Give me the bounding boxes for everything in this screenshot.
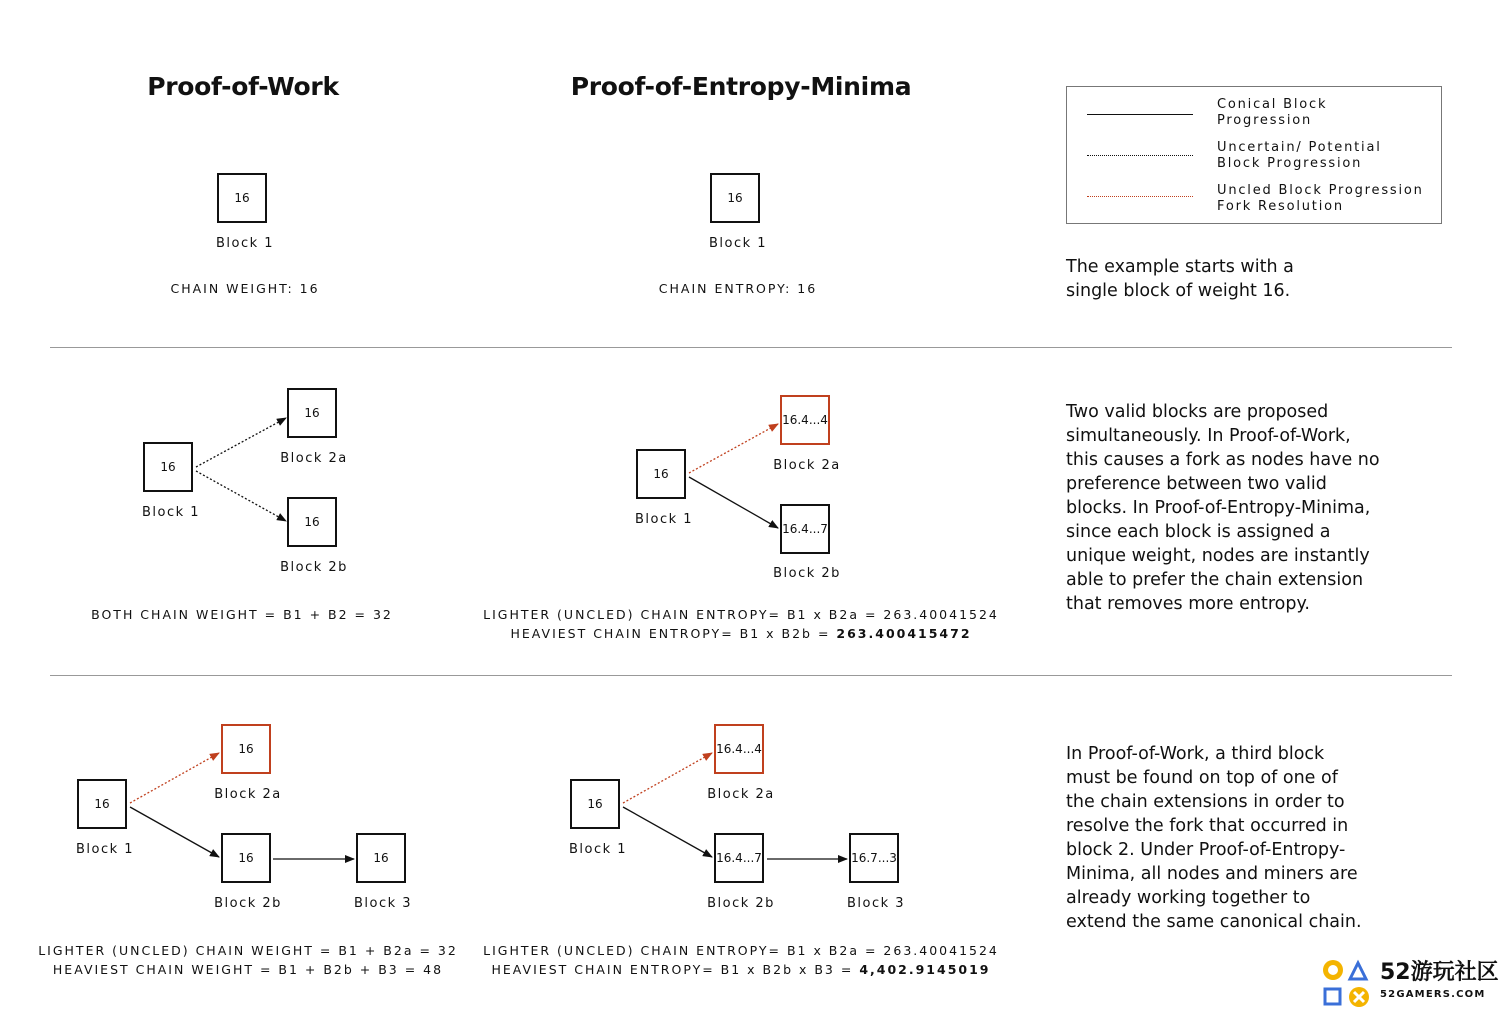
pow-r3-block2b-label: Block 2b xyxy=(214,896,282,911)
row2-desc-line: simultaneously. In Proof-of-Work, xyxy=(1066,426,1351,446)
legend-uncled-line2: Fork Resolution xyxy=(1217,199,1344,214)
poem-r2-heaviest-prefix: HEAVIEST CHAIN ENTROPY= B1 x B2b = xyxy=(510,626,837,641)
poem-r2-block2b: 16.4...7 xyxy=(780,504,830,554)
logo-square xyxy=(1325,989,1340,1004)
poem-r1-block1: 16 xyxy=(710,173,760,223)
poem-r3-block2a: 16.4...4 xyxy=(714,724,764,774)
pow-r3-block1: 16 xyxy=(77,779,127,829)
poem-r2-arrow-2b xyxy=(689,477,778,528)
row3-desc-line: block 2. Under Proof-of-Entropy- xyxy=(1066,840,1346,860)
row3-desc-line: the chain extensions in order to xyxy=(1066,792,1345,812)
legend-conical-line1: Conical Block xyxy=(1217,97,1328,112)
poem-r3-arrow-2a xyxy=(623,753,712,803)
row3-desc-line: Minima, all nodes and miners are xyxy=(1066,864,1358,884)
legend-uncertain-line2: Block Progression xyxy=(1217,156,1363,171)
poem-r2-heaviest-value: 263.400415472 xyxy=(836,626,972,641)
poem-r2-block2b-label: Block 2b xyxy=(773,566,841,581)
pow-r2-block1-label: Block 1 xyxy=(141,505,201,520)
row1-desc-line: single block of weight 16. xyxy=(1066,281,1291,301)
pow-r3-metric-heaviest: HEAVIEST CHAIN WEIGHT = B1 + B2b + B3 = 48 xyxy=(52,962,444,977)
pow-r3-arrow-2a xyxy=(130,753,219,803)
row2-description xyxy=(1066,400,1406,616)
pow-r2-block1: 16 xyxy=(143,442,193,492)
logo-icon xyxy=(1320,957,1378,1009)
poem-r2-block2a-label: Block 2a xyxy=(773,458,841,473)
poem-r3-arrow-2b xyxy=(623,807,712,857)
pow-r3-metric-lighter: LIGHTER (UNCLED) CHAIN WEIGHT = B1 + B2a = 32 xyxy=(38,943,458,958)
poem-r1-metric: CHAIN ENTROPY: 16 xyxy=(658,281,818,296)
poem-r3-block1-label: Block 1 xyxy=(568,842,628,857)
poem-r3-block3: 16.7...3 xyxy=(849,833,899,883)
poem-title: Proof-of-Entropy-Minima xyxy=(570,72,912,101)
logo-text: 52游玩社区 xyxy=(1380,960,1499,985)
logo-url: 52GAMERS.COM xyxy=(1380,989,1486,1000)
divider-1 xyxy=(50,347,1452,348)
row3-desc-line: already working together to xyxy=(1066,888,1311,908)
row3-desc-line: extend the same canonical chain. xyxy=(1066,912,1362,932)
pow-r2-metric: BOTH CHAIN WEIGHT = B1 + B2 = 32 xyxy=(91,607,393,622)
pow-r1-block1-label: Block 1 xyxy=(215,236,275,251)
pow-r1-block1: 16 xyxy=(217,173,267,223)
poem-r2-metric-lighter: LIGHTER (UNCLED) CHAIN ENTROPY= B1 x B2a = 263.40041524 xyxy=(483,607,999,622)
legend-uncled-line1: Uncled Block Progression xyxy=(1217,183,1424,198)
row2-desc-line: Two valid blocks are proposed xyxy=(1066,402,1329,422)
row2-desc-line: unique weight, nodes are instantly xyxy=(1066,546,1370,566)
row2-desc-line: blocks. In Proof-of-Entropy-Minima, xyxy=(1066,498,1371,518)
pow-title: Proof-of-Work xyxy=(147,72,339,101)
poem-r2-block2a: 16.4...4 xyxy=(780,395,830,445)
pow-r3-block1-label: Block 1 xyxy=(75,842,135,857)
row2-desc-line: this causes a fork as nodes have no xyxy=(1066,450,1380,470)
row3-desc-line: must be found on top of one of xyxy=(1066,768,1338,788)
poem-r1-block1-label: Block 1 xyxy=(708,236,768,251)
row1-description xyxy=(1066,255,1406,303)
pow-r2-arrow-2b xyxy=(196,471,286,521)
legend-conical-line2: Progression xyxy=(1217,113,1313,128)
pow-r3-block2a-label: Block 2a xyxy=(214,787,282,802)
row1-desc-line: The example starts with a xyxy=(1066,257,1294,277)
watermark-logo xyxy=(1320,955,1499,1010)
pow-r3-block2a: 16 xyxy=(221,724,271,774)
poem-r3-block1: 16 xyxy=(570,779,620,829)
poem-r3-heaviest-value: 4,402.9145019 xyxy=(859,962,991,977)
pow-r1-metric: CHAIN WEIGHT: 16 xyxy=(170,281,320,296)
poem-r2-arrow-2a xyxy=(689,424,778,473)
row2-desc-line: preference between two valid xyxy=(1066,474,1327,494)
poem-r3-block3-label: Block 3 xyxy=(846,896,906,911)
poem-r3-metric-heaviest xyxy=(492,962,991,977)
row3-desc-line: In Proof-of-Work, a third block xyxy=(1066,744,1325,764)
poem-r2-block1-label: Block 1 xyxy=(634,512,694,527)
pow-r2-block2b-label: Block 2b xyxy=(280,560,348,575)
pow-r2-arrow-2a xyxy=(196,418,286,467)
row2-desc-line: able to prefer the chain extension xyxy=(1066,570,1364,590)
logo-triangle xyxy=(1350,963,1366,979)
pow-r2-block2a: 16 xyxy=(287,388,337,438)
poem-r2-block1: 16 xyxy=(636,449,686,499)
poem-r3-metric-lighter: LIGHTER (UNCLED) CHAIN ENTROPY= B1 x B2a = 263.40041524 xyxy=(483,943,999,958)
poem-r3-block2b-label: Block 2b xyxy=(707,896,775,911)
legend-uncertain-line1: Uncertain/ Potential xyxy=(1217,140,1382,155)
row2-desc-line: that removes more entropy. xyxy=(1066,594,1310,614)
poem-r3-block2b: 16.4...7 xyxy=(714,833,764,883)
poem-r3-heaviest-prefix: HEAVIEST CHAIN ENTROPY= B1 x B2b x B3 = xyxy=(491,962,860,977)
row3-desc-line: resolve the fork that occurred in xyxy=(1066,816,1349,836)
row2-desc-line: since each block is assigned a xyxy=(1066,522,1331,542)
pow-r3-arrow-2b xyxy=(130,807,219,857)
row3-description xyxy=(1066,742,1406,934)
poem-r3-block2a-label: Block 2a xyxy=(707,787,775,802)
pow-r2-block2b: 16 xyxy=(287,497,337,547)
pow-r3-block3: 16 xyxy=(356,833,406,883)
pow-r3-block2b: 16 xyxy=(221,833,271,883)
pow-r2-block2a-label: Block 2a xyxy=(280,451,348,466)
pow-r3-block3-label: Block 3 xyxy=(353,896,413,911)
poem-r2-metric-heaviest xyxy=(510,626,971,641)
divider-2 xyxy=(50,675,1452,676)
